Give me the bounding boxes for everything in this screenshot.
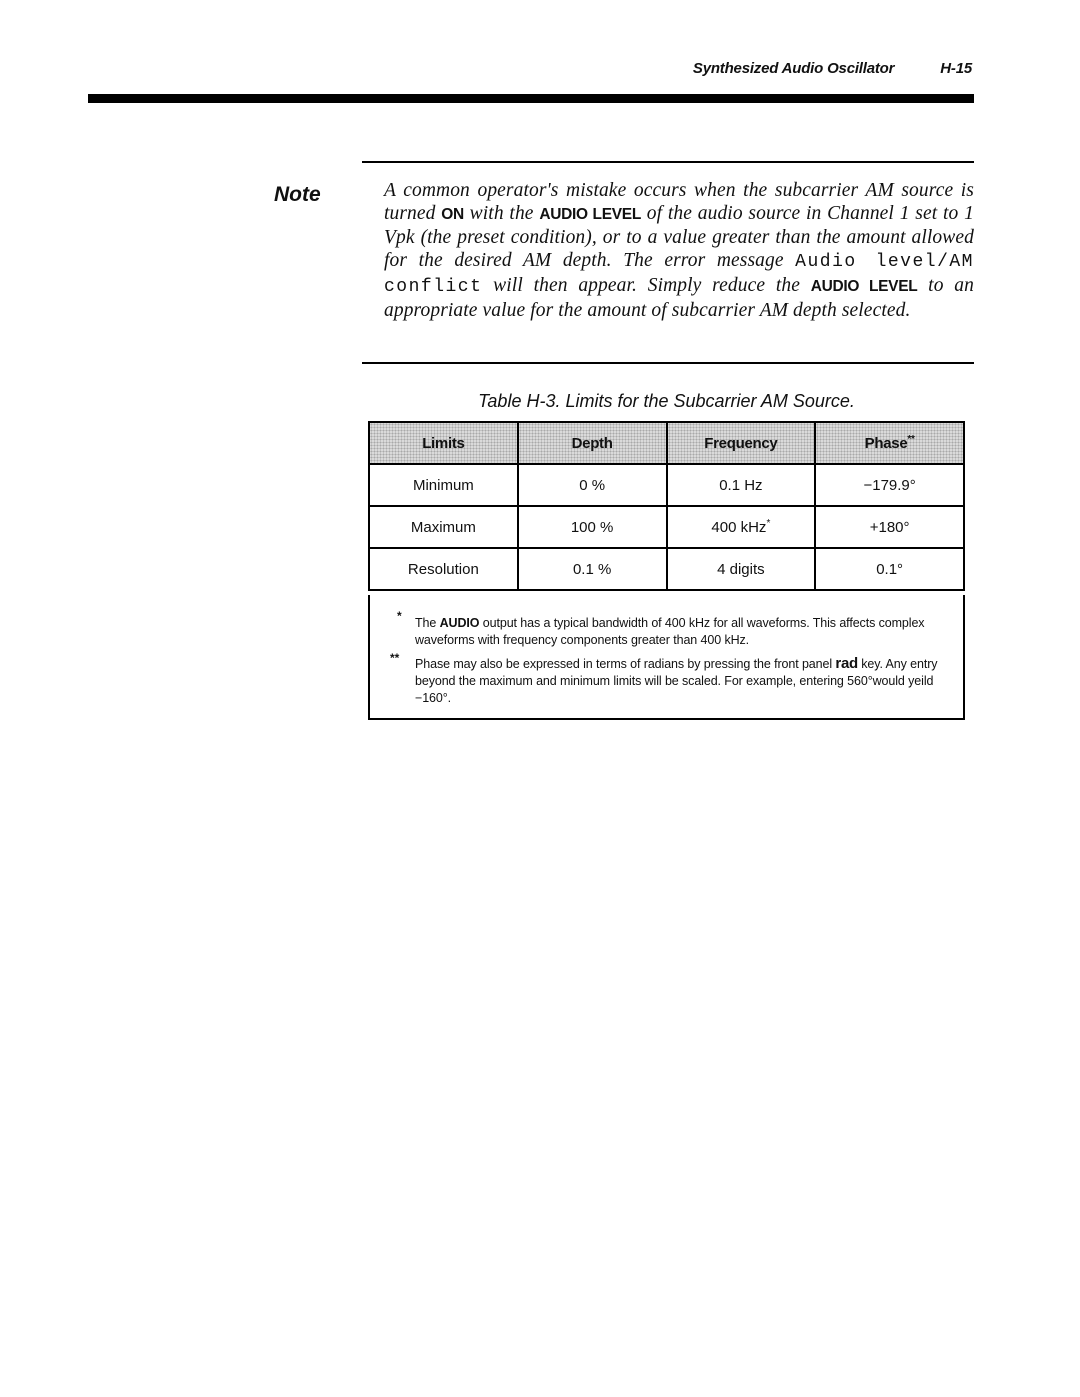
note-label: Note (274, 183, 321, 206)
note-text (384, 179, 974, 322)
cell-frequency (667, 506, 816, 548)
table-row (369, 464, 964, 506)
footnote-2-mark: ** (390, 651, 400, 665)
cell-frequency (667, 464, 816, 506)
cell-frequency-value: 400 kHz (711, 519, 767, 536)
rad-key: rad (835, 655, 858, 672)
note-text-part: to an appropriate value for the amount of subcarrier AM depth selected. (384, 275, 974, 321)
header-frequency: Frequency (667, 422, 816, 464)
cell-depth: 0 % (518, 464, 667, 506)
audio-level-key: AUDIO LEVEL (539, 206, 641, 223)
cell-frequency-value: 0.1 Hz (719, 477, 763, 494)
cell-phase: −179.9° (815, 464, 964, 506)
frequency-footnote-mark: * (766, 518, 771, 529)
cell-frequency (667, 548, 816, 590)
on-key: ON (441, 206, 464, 223)
footnote-text: Phase may also be expressed in terms of radians by pressing the front panel (415, 657, 836, 671)
cell-depth: 0.1 % (518, 548, 667, 590)
cell-limit: Maximum (369, 506, 518, 548)
page-number: H-15 (940, 60, 972, 77)
running-head-title: Synthesized Audio Oscillator (692, 60, 895, 77)
header-limits: Limits (369, 422, 518, 464)
table-row (369, 548, 964, 590)
table-header-row (369, 422, 964, 464)
cell-phase: +180° (815, 506, 964, 548)
cell-phase: 0.1° (815, 548, 964, 590)
footnote-1 (415, 615, 955, 649)
footnote-text: key. Any entry beyond the maximum and minimum limits will be scaled. For example, entering 560°would yeild −160°. (415, 657, 938, 705)
header-depth: Depth (518, 422, 667, 464)
header-phase-label: Phase (864, 435, 908, 452)
table-row (369, 506, 964, 548)
cell-frequency-value: 4 digits (717, 561, 765, 578)
footnote-1-mark: * (397, 609, 402, 623)
footnote-text: output has a typical bandwidth of 400 kHz for all waveforms. This affects complex waveforms with frequency components greater than 400 kHz. (415, 616, 925, 647)
header-phase (815, 422, 964, 464)
footnote-2 (415, 655, 955, 707)
audio-key: AUDIO (439, 616, 480, 630)
cell-depth: 100 % (518, 506, 667, 548)
cell-limit: Resolution (369, 548, 518, 590)
phase-footnote-mark: ** (907, 434, 915, 445)
header-rule (88, 94, 974, 103)
note-text-part: will then appear. Simply reduce the (482, 275, 811, 296)
cell-limit: Minimum (369, 464, 518, 506)
running-head (693, 60, 972, 77)
note-text-part: of the audio source in Channel 1 set to 1 Vpk (the preset condition), or to a value greater than the amount allowed for the desired AM depth. The error message (384, 203, 974, 271)
note-text-part: with the (463, 203, 540, 224)
note-bottom-rule (362, 362, 974, 364)
table-caption: Table H-3. Limits for the Subcarrier AM Source. (478, 391, 855, 411)
note-text-part: A common operator's mistake occurs when the subcarrier AM source is turned (384, 180, 974, 224)
footnote-text: The (415, 616, 440, 630)
limits-table (368, 421, 965, 591)
audio-level-key: AUDIO LEVEL (810, 278, 918, 295)
note-top-rule (362, 161, 974, 163)
table-footnotes (368, 595, 965, 720)
error-message: Audio level/AM conflict (384, 252, 974, 297)
